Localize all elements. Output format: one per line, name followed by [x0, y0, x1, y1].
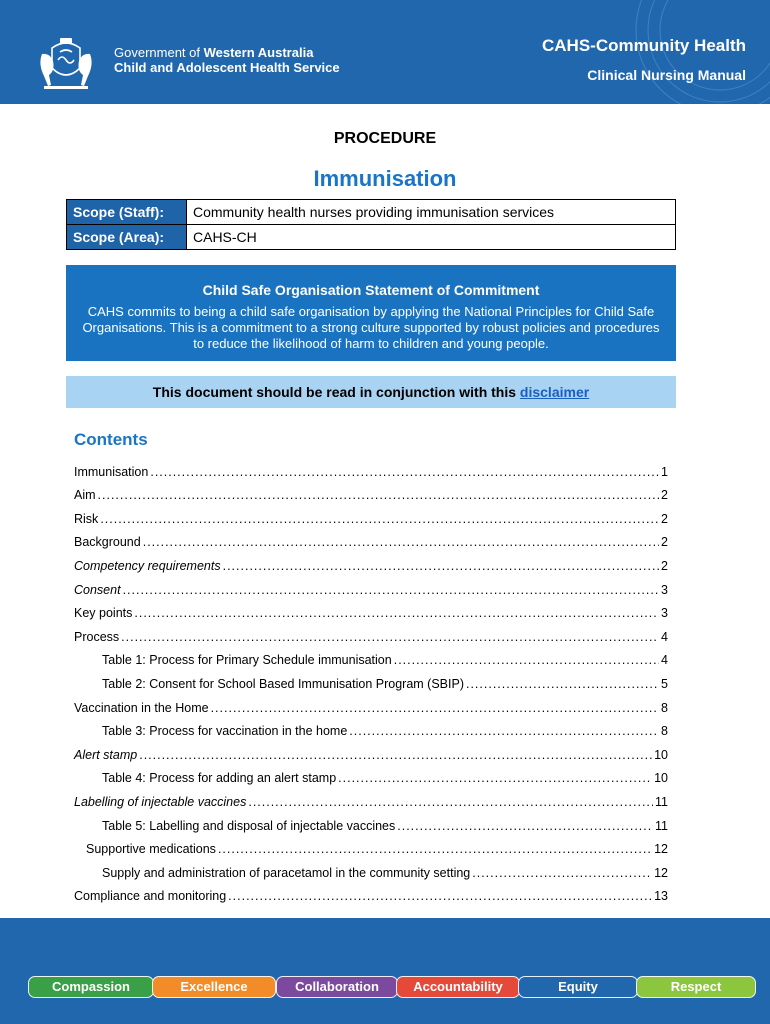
toc-entry-page: 11	[655, 818, 668, 833]
toc-entry-title: Compliance and monitoring	[74, 889, 227, 904]
toc-entry[interactable]	[74, 644, 668, 668]
toc-leader-dots	[228, 889, 652, 903]
toc-entry-page: 8	[661, 700, 668, 715]
header-title: CAHS-Community Health	[541, 36, 746, 55]
toc-entry-title: Consent	[74, 582, 121, 597]
toc-entry-page: 5	[661, 676, 668, 691]
toc-entry-title: Table 1: Process for Primary Schedule immunisation	[102, 653, 392, 668]
scope-row-area	[67, 225, 676, 250]
toc-entry-page: 3	[661, 606, 668, 621]
toc-entry-page: 12	[654, 842, 668, 857]
document-title: Immunisation	[313, 166, 457, 191]
scope-label: Scope (Area):	[67, 225, 187, 250]
toc-entry-title: Aim	[74, 488, 96, 503]
toc-entry-title: Table 2: Consent for School Based Immunisation Program (SBIP)	[102, 676, 464, 691]
value-pill: Collaboration	[276, 976, 398, 998]
toc-entry-title: Vaccination in the Home	[74, 700, 209, 715]
toc-entry-title: Table 3: Process for vaccination in the home	[102, 724, 348, 739]
toc-entry-page: 2	[661, 488, 668, 503]
disclaimer-link[interactable]: disclaimer	[519, 384, 590, 400]
toc-leader-dots	[139, 748, 652, 762]
toc-entry[interactable]	[74, 549, 668, 573]
toc-entry[interactable]	[74, 502, 668, 526]
child-safe-statement	[66, 265, 676, 361]
scope-label: Scope (Staff):	[67, 200, 187, 225]
table-of-contents	[74, 455, 668, 903]
org-line1-prefix: Government of	[114, 45, 204, 60]
document-type: PROCEDURE	[333, 130, 437, 147]
page-header	[0, 0, 770, 104]
toc-entry[interactable]	[74, 691, 668, 715]
toc-leader-dots	[150, 465, 659, 479]
toc-entry[interactable]	[74, 809, 668, 833]
toc-leader-dots	[338, 771, 652, 785]
header-right	[542, 36, 746, 83]
toc-entry[interactable]	[74, 620, 668, 644]
toc-entry[interactable]	[74, 573, 668, 597]
disclaimer-banner	[66, 376, 676, 408]
toc-entry[interactable]	[74, 762, 668, 786]
toc-leader-dots	[121, 630, 659, 644]
toc-leader-dots	[218, 842, 652, 856]
toc-entry-title: Immunisation	[74, 464, 149, 479]
statement-body: CAHS commits to being a child safe organisation by applying the National Principles for Child Safe Organisations. This is a commitment to a strong culture supported by robust policies and procedures to reduce the likelihood of harm to children and young people.	[82, 304, 660, 351]
toc-entry[interactable]	[74, 880, 668, 904]
toc-entry-page: 2	[661, 511, 668, 526]
toc-leader-dots	[248, 795, 653, 809]
toc-leader-dots	[211, 701, 659, 715]
toc-entry-title: Competency requirements	[74, 558, 221, 573]
toc-entry-page: 10	[654, 771, 668, 786]
toc-entry-title: Background	[74, 535, 141, 550]
toc-entry-title: Key points	[74, 606, 133, 621]
toc-entry[interactable]	[74, 667, 668, 691]
toc-entry[interactable]	[74, 479, 668, 503]
value-pill: Respect	[636, 976, 756, 998]
toc-leader-dots	[134, 606, 659, 620]
value-pill: Compassion	[28, 976, 154, 998]
toc-entry[interactable]	[74, 738, 668, 762]
org-line1-bold: Western Australia	[203, 45, 314, 60]
toc-entry-page: 11	[655, 794, 668, 809]
toc-entry[interactable]	[74, 526, 668, 550]
toc-entry-page: 2	[661, 558, 668, 573]
toc-entry[interactable]	[74, 785, 668, 809]
value-pill: Accountability	[396, 976, 520, 998]
scope-value: CAHS-CH	[187, 225, 676, 250]
scope-value: Community health nurses providing immunisation services	[187, 200, 676, 225]
disclaimer-text: This document should be read in conjunction with this	[152, 384, 520, 400]
toc-entry-title: Risk	[74, 511, 99, 526]
toc-entry[interactable]	[74, 715, 668, 739]
toc-entry-page: 12	[654, 865, 668, 880]
toc-leader-dots	[223, 559, 659, 573]
toc-leader-dots	[349, 724, 659, 738]
values-bar	[28, 976, 756, 998]
toc-entry-title: Process	[74, 629, 120, 644]
toc-entry-title: Table 5: Labelling and disposal of injectable vaccines	[102, 818, 396, 833]
toc-leader-dots	[466, 677, 659, 691]
toc-leader-dots	[123, 583, 659, 597]
scope-row-staff	[67, 200, 676, 225]
toc-entry-page: 3	[661, 582, 668, 597]
header-subtitle: Clinical Nursing Manual	[587, 67, 746, 83]
toc-entry-page: 4	[661, 629, 668, 644]
toc-leader-dots	[397, 819, 653, 833]
toc-entry-page: 1	[661, 464, 668, 479]
org-line2: Child and Adolescent Health Service	[114, 60, 340, 75]
toc-entry-title: Table 4: Process for adding an alert stamp	[102, 771, 337, 786]
toc-leader-dots	[472, 866, 652, 880]
toc-entry-page: 13	[654, 889, 668, 904]
toc-entry-page: 8	[661, 724, 668, 739]
toc-leader-dots	[394, 653, 659, 667]
toc-entry-title: Labelling of injectable vaccines	[74, 794, 247, 809]
value-pill: Excellence	[152, 976, 276, 998]
scope-table	[66, 199, 676, 250]
toc-entry-page: 2	[661, 535, 668, 550]
toc-entry-page: 4	[661, 653, 668, 668]
toc-entry-title: Supportive medications	[86, 842, 216, 857]
toc-entry-title: Alert stamp	[74, 747, 138, 762]
toc-leader-dots	[100, 512, 659, 526]
toc-entry[interactable]	[74, 455, 668, 479]
value-pill: Equity	[518, 976, 638, 998]
wa-crest-logo	[34, 34, 98, 92]
contents-heading: Contents	[74, 430, 148, 449]
statement-heading: Child Safe Organisation Statement of Commitment	[202, 282, 540, 298]
toc-entry[interactable]	[74, 856, 668, 880]
page-footer	[0, 918, 770, 1024]
toc-entry[interactable]	[74, 597, 668, 621]
toc-leader-dots	[143, 535, 659, 549]
toc-entry[interactable]	[74, 833, 668, 857]
toc-entry-page: 10	[654, 747, 668, 762]
toc-entry-title: Supply and administration of paracetamol in the community setting	[102, 865, 471, 880]
toc-leader-dots	[98, 488, 660, 502]
organisation-name	[114, 45, 340, 75]
